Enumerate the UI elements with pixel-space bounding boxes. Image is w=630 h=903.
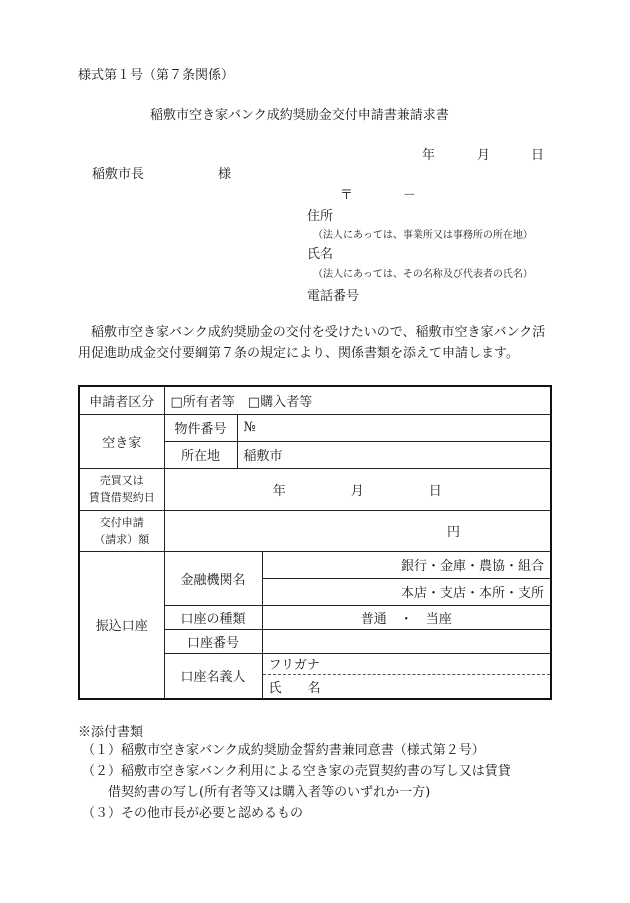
attachments-heading: ※添付書類 — [78, 725, 144, 740]
branch-types[interactable]: 本店・支店・本所・支所 — [262, 578, 551, 605]
vacant-house-label: 空き家 — [79, 414, 164, 468]
contract-date-row — [79, 468, 551, 510]
amount-label-line2: （請求）額 — [94, 532, 150, 546]
applicant-type-label: 申請者区分 — [79, 386, 164, 414]
account-type-label: 口座の種類 — [164, 605, 262, 629]
property-number-label: 物件番号 — [164, 414, 237, 441]
contract-date-label-line2: 賃貸借契約日 — [88, 491, 155, 504]
property-number-row — [79, 414, 551, 441]
date-month: 月 — [477, 148, 491, 163]
location-label: 所在地 — [164, 441, 237, 468]
location-value[interactable]: 稲敷市 — [237, 441, 551, 468]
body-paragraph: 稲敷市空き家バンク成約奨励金の交付を受けたいので、稲敷市空き家バンク活用促進助成金交付要綱第７条の規定により、関係書類を添えて申請します。 — [78, 325, 546, 361]
applicant-type-row — [79, 386, 551, 414]
attachment-item-2-line2: 借契約書の写し(所有者等又は購入者等のいずれか一方) — [108, 785, 431, 800]
account-type-value[interactable]: 普通 ・ 当座 — [262, 605, 551, 629]
amount-row — [79, 510, 551, 551]
bank-label: 金融機関名 — [164, 551, 262, 605]
document-title: 稲敷市空き家バンク成約奨励金交付申請書兼請求書 — [150, 108, 449, 123]
address-label: 住所 — [307, 209, 334, 224]
application-table — [78, 385, 552, 700]
bank-row-1 — [79, 551, 551, 578]
name-label: 氏名 — [307, 247, 334, 262]
applicant-type-options[interactable]: □所有者等 □購入者等 — [164, 386, 551, 414]
bank-types[interactable]: 銀行・金庫・農協・組合 — [262, 551, 551, 578]
amount-label — [79, 510, 164, 551]
attachment-item-3: （３）その他市長が必要と認めるもの — [82, 806, 304, 821]
name-note: （法人にあっては、その名称及び代表者の氏名） — [313, 269, 533, 280]
form-number: 様式第１号（第７条関係） — [78, 68, 235, 83]
addressee-honorific: 様 — [218, 167, 232, 182]
addressee-name: 稲敷市長 — [92, 167, 145, 182]
account-holder-label: 口座名義人 — [164, 653, 262, 699]
transfer-account-label: 振込口座 — [79, 551, 164, 699]
holder-name-label[interactable]: 氏 名 — [262, 674, 551, 699]
account-number-value[interactable] — [262, 629, 551, 653]
address-note: （法人にあっては、事業所又は事務所の所在地） — [313, 230, 533, 241]
postal-dash: － — [403, 188, 417, 203]
amount-label-line1: 交付申請 — [99, 515, 144, 529]
attachment-item-2-line1: （２）稲敷市空き家バンク利用による空き家の売買契約書の写し又は賃貸 — [82, 764, 511, 779]
date-day: 日 — [531, 148, 545, 163]
phone-label: 電話番号 — [307, 289, 360, 304]
contract-date-value[interactable]: 年 月 日 — [164, 468, 551, 510]
contract-date-label — [79, 468, 164, 510]
property-number-value[interactable]: № — [237, 414, 551, 441]
postal-mark: 〒 — [340, 188, 354, 203]
date-year: 年 — [422, 148, 436, 163]
attachment-item-1: （１）稲敷市空き家バンク成約奨励金誓約書兼同意書（様式第２号） — [82, 743, 485, 758]
contract-date-label-line1: 売買又は — [99, 474, 144, 487]
furigana-label[interactable]: フリガナ — [262, 653, 551, 674]
amount-value[interactable]: 円 — [164, 510, 551, 551]
account-number-label: 口座番号 — [164, 629, 262, 653]
